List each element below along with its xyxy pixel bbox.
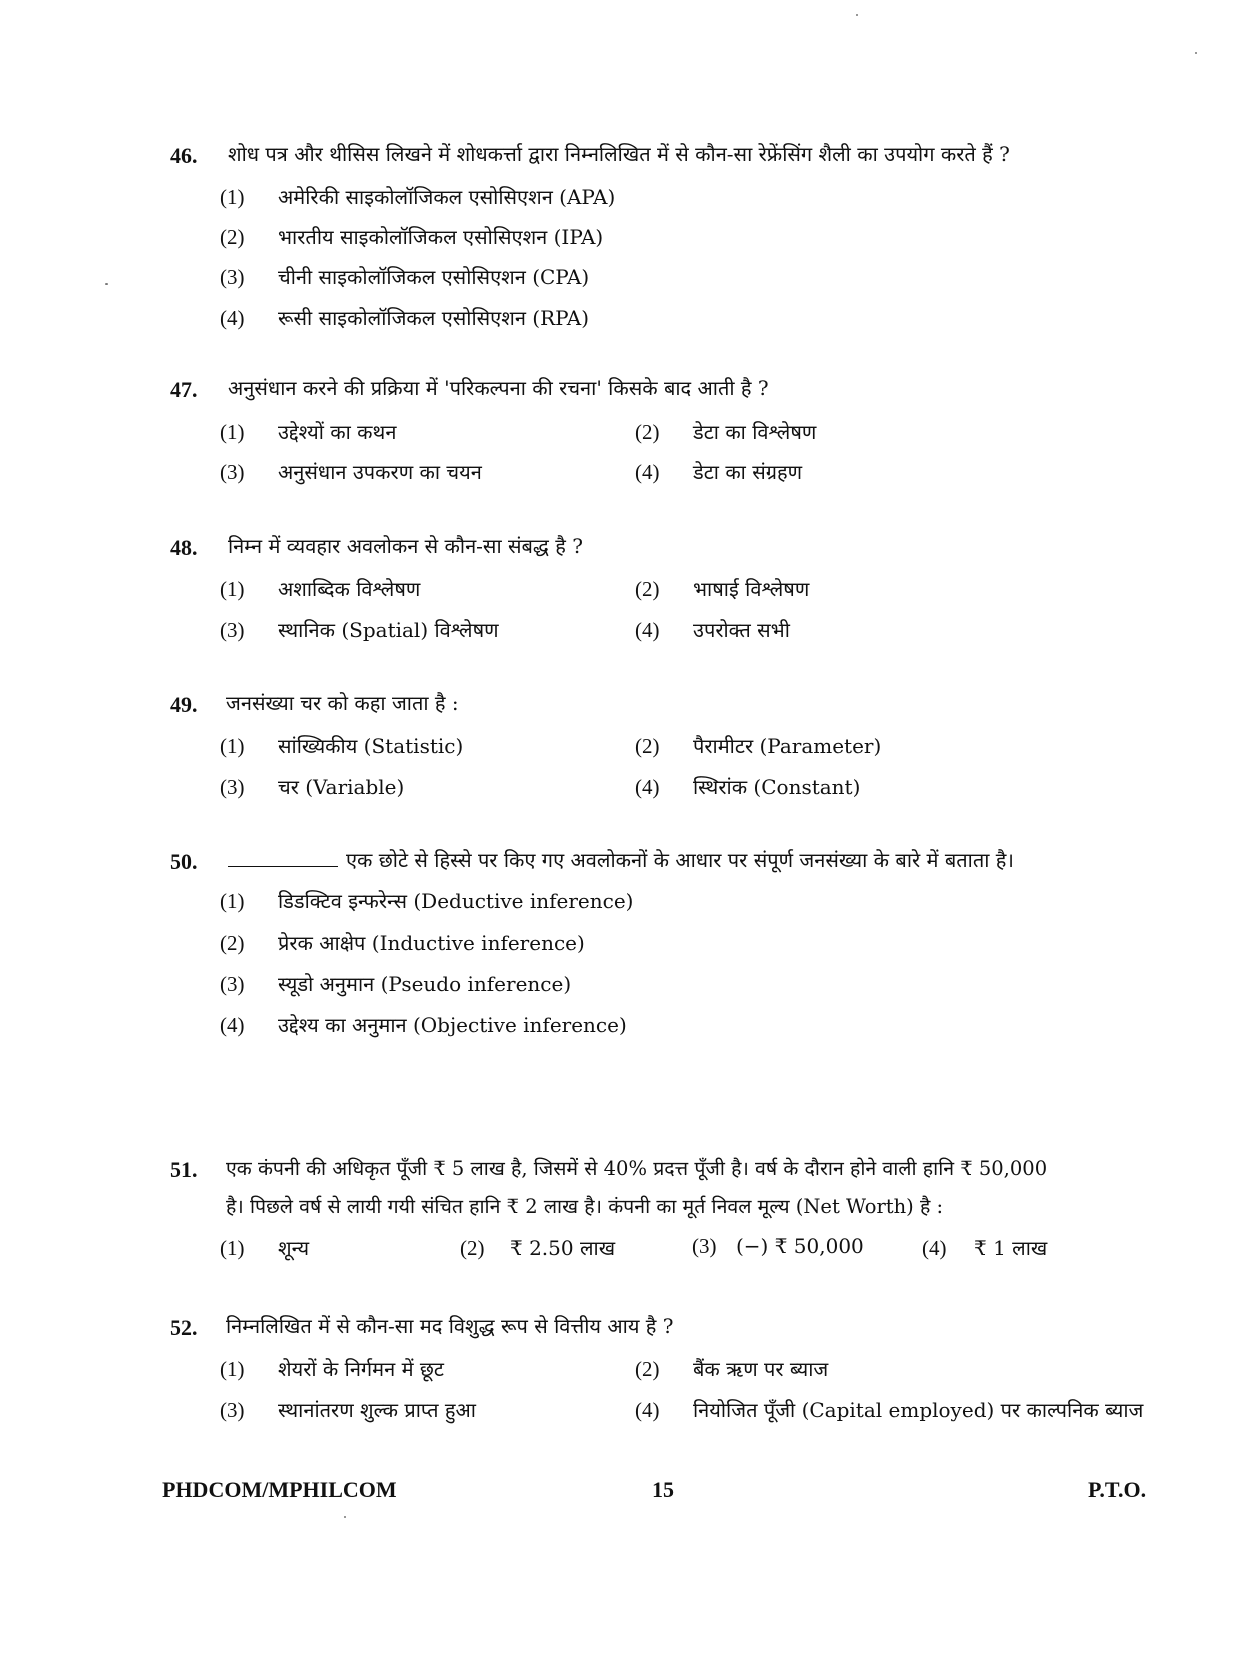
question-text: अनुसंधान करने की प्रक्रिया में 'परिकल्पना की रचना' किसके बाद आती है ?	[228, 376, 769, 400]
question-text: जनसंख्या चर को कहा जाता है :	[226, 691, 459, 715]
question-text: शोध पत्र और थीसिस लिखने में शोधकर्त्ता द्वारा निम्नलिखित में से कौन-सा रेफ्रेंसिंग शैली का उपयोग करते हैं ?	[228, 142, 1010, 166]
option-3: (3) चीनी साइकोलॉजिकल एसोसिएशन (CPA)	[220, 265, 590, 289]
scan-speck	[105, 283, 108, 285]
option-4: (4) डेटा का संग्रहण	[635, 460, 803, 484]
question-number: 51.	[170, 1157, 198, 1182]
option-2: (2) प्रेरक आक्षेप (Inductive inference)	[220, 931, 585, 955]
question-text: निम्न में व्यवहार अवलोकन से कौन-सा संबद्ध है ?	[228, 534, 583, 558]
option-2: (2) भारतीय साइकोलॉजिकल एसोसिएशन (IPA)	[220, 225, 604, 249]
scan-speck	[344, 1516, 346, 1518]
option-2: (2) ₹ 2.50 लाख	[460, 1236, 616, 1260]
option-3: (3) स्थानांतरण शुल्क प्राप्त हुआ	[220, 1398, 476, 1422]
option-3: (3) अनुसंधान उपकरण का चयन	[220, 460, 482, 484]
option-4: (4) ₹ 1 लाख	[922, 1236, 1048, 1260]
question-number: 49.	[170, 692, 198, 717]
question-text-line-2: है। पिछले वर्ष से लायी गयी संचित हानि ₹ 2 लाख है। कंपनी का मूर्त निवल मूल्य (Net Worth) है :	[226, 1195, 944, 1218]
option-4: (4) उपरोक्त सभी	[635, 618, 790, 642]
option-1: (1) शून्य	[220, 1236, 310, 1260]
option-1: (1) उद्देश्यों का कथन	[220, 420, 397, 444]
option-3: (3) चर (Variable)	[220, 775, 405, 799]
option-4: (4) स्थिरांक (Constant)	[635, 775, 861, 799]
option-1: (1) अमेरिकी साइकोलॉजिकल एसोसिएशन (APA)	[220, 185, 616, 209]
option-4: (4) रूसी साइकोलॉजिकल एसोसिएशन (RPA)	[220, 306, 590, 330]
option-1: (1) अशाब्दिक विश्लेषण	[220, 577, 421, 601]
question-number: 52.	[170, 1315, 198, 1340]
answer-blank	[228, 866, 338, 867]
question-number: 50.	[170, 849, 198, 874]
question-number: 48.	[170, 535, 198, 560]
option-4: (4) नियोजित पूँजी (Capital employed) पर काल्पनिक ब्याज	[635, 1398, 1144, 1422]
option-1: (1) डिडक्टिव इन्फरेन्स (Deductive inference)	[220, 889, 634, 913]
question-text: एक कंपनी की अधिकृत पूँजी ₹ 5 लाख है, जिसमें से 40% प्रदत्त पूँजी है। वर्ष के दौरान होने वाली हानि ₹ 50,000	[226, 1157, 1048, 1180]
paper-code: PHDCOM/MPHILCOM	[162, 1477, 397, 1502]
question-text: एक छोटे से हिस्से पर किए गए अवलोकनों के आधार पर संपूर्ण जनसंख्या के बारे में बताता है।	[228, 846, 1014, 873]
option-4: (4) उद्देश्य का अनुमान (Objective inference)	[220, 1013, 627, 1037]
option-1: (1) सांख्यिकीय (Statistic)	[220, 734, 464, 758]
scan-speck	[1195, 52, 1197, 54]
pto-label: P.T.O.	[1088, 1477, 1147, 1502]
option-2: (2) डेटा का विश्लेषण	[635, 420, 817, 444]
option-2: (2) बैंक ऋण पर ब्याज	[635, 1357, 829, 1381]
question-number: 47.	[170, 377, 198, 402]
option-1: (1) शेयरों के निर्गमन में छूट	[220, 1357, 445, 1381]
option-3: (3) स्थानिक (Spatial) विश्लेषण	[220, 618, 499, 642]
page-number: 15	[652, 1477, 674, 1502]
option-2: (2) भाषाई विश्लेषण	[635, 577, 810, 601]
question-text: निम्नलिखित में से कौन-सा मद विशुद्ध रूप से वित्तीय आय है ?	[226, 1314, 674, 1338]
question-number: 46.	[170, 143, 198, 168]
option-2: (2) पैरामीटर (Parameter)	[635, 734, 882, 758]
scan-speck	[856, 14, 858, 16]
option-3: (3) स्यूडो अनुमान (Pseudo inference)	[220, 972, 572, 996]
option-3: (3) (−) ₹ 50,000	[692, 1234, 864, 1258]
